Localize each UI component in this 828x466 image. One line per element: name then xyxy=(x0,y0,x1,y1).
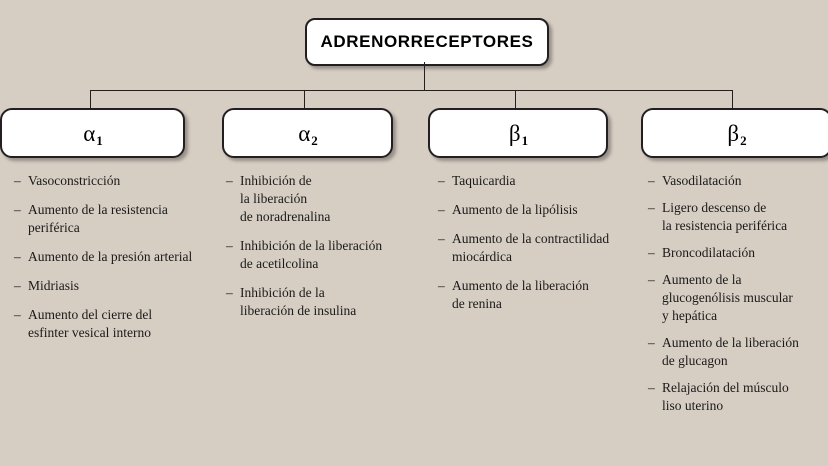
effect-line: de acetilcolina xyxy=(240,255,319,271)
connector-drop-alpha1 xyxy=(90,90,91,109)
effect-line: miocárdica xyxy=(452,248,512,264)
effect-item xyxy=(648,199,820,235)
effect-line: – Inhibición de xyxy=(240,173,312,188)
receptor-label-alpha1: $\alpha_1$ xyxy=(83,120,103,148)
effect-line: – Aumento del cierre del xyxy=(28,306,153,322)
effect-item xyxy=(226,172,426,226)
effect-line: – Midriasis xyxy=(28,277,80,293)
root-node-label: ADRENORRECEPTORES xyxy=(320,32,534,51)
effect-item xyxy=(648,379,820,415)
receptor-label-alpha2: $\alpha_2$ xyxy=(298,120,318,148)
effect-line: glucogenólisis muscular xyxy=(662,289,793,305)
effect-line: – Aumento de la lipólisis xyxy=(452,201,578,217)
effect-line: de renina xyxy=(452,295,502,311)
effect-line: y hepática xyxy=(662,307,718,323)
effect-line: – Vasoconstricción xyxy=(28,173,121,188)
effect-item xyxy=(438,201,634,219)
effect-line: – Aumento de la presión arterial xyxy=(28,248,193,264)
receptor-subscript-beta1: 1 xyxy=(521,132,529,148)
effect-line: – Ligero descenso de xyxy=(662,199,767,215)
receptor-label-beta1: $\beta_1$ xyxy=(508,120,529,148)
effect-item xyxy=(438,230,634,266)
connector-drop-beta2 xyxy=(732,90,733,109)
effect-line: – Taquicardia xyxy=(452,173,516,188)
effect-line: periférica xyxy=(28,219,80,235)
effects-list-alpha2 xyxy=(226,172,426,331)
receptor-subscript-alpha1: 1 xyxy=(96,132,103,148)
effect-line: – Inhibición de la xyxy=(240,284,325,300)
effect-line: la resistencia periférica xyxy=(662,217,788,233)
effect-line: – Vasodilatación xyxy=(662,173,742,188)
effect-line: – Aumento de la resistencia xyxy=(28,201,168,217)
effect-item xyxy=(14,172,206,190)
receptor-node-beta2 xyxy=(641,108,828,158)
effect-line: – Aumento de la liberación xyxy=(662,334,799,350)
effect-item xyxy=(14,248,206,266)
effects-list-alpha1 xyxy=(14,172,206,353)
effect-item xyxy=(226,284,426,320)
effect-item xyxy=(648,271,820,325)
effect-line: – Aumento de la contractilidad xyxy=(452,230,610,246)
connector-drop-alpha2 xyxy=(304,90,305,109)
receptor-node-beta1 xyxy=(428,108,608,158)
connector-drop-beta1 xyxy=(515,90,516,109)
effect-line: de glucagon xyxy=(662,352,728,368)
effect-item xyxy=(438,172,634,190)
effect-line: liso uterino xyxy=(662,397,724,413)
effects-list-beta2 xyxy=(648,172,820,423)
effect-item xyxy=(648,334,820,370)
connector-root-stem xyxy=(424,62,425,90)
effect-line: – Aumento de la liberación xyxy=(452,277,589,293)
effect-line: de noradrenalina xyxy=(240,208,331,224)
receptor-subscript-alpha2: 2 xyxy=(311,132,318,148)
receptor-subscript-beta2: 2 xyxy=(740,132,747,148)
effect-line: esfinter vesical interno xyxy=(28,324,151,340)
effect-item xyxy=(226,237,426,273)
connector-horizontal-bus xyxy=(90,90,732,91)
effect-line: – Broncodilatación xyxy=(662,244,755,260)
effect-item xyxy=(648,244,820,262)
receptor-label-beta2: $\beta_2$ xyxy=(727,120,747,148)
receptor-node-alpha2 xyxy=(222,108,393,158)
effect-line: – Relajación del músculo xyxy=(662,379,789,395)
effect-line: liberación de insulina xyxy=(240,302,357,318)
effect-line: la liberación xyxy=(240,190,308,206)
receptor-node-alpha1 xyxy=(0,108,185,158)
effect-item xyxy=(14,201,206,237)
effect-item xyxy=(438,277,634,313)
effect-item xyxy=(14,277,206,295)
effect-line: – Aumento de la xyxy=(662,271,742,287)
effects-list-beta1 xyxy=(438,172,634,324)
root-node-adrenorreceptores xyxy=(305,18,549,66)
effect-item xyxy=(648,172,820,190)
effect-line: – Inhibición de la liberación xyxy=(240,237,383,253)
effect-item xyxy=(14,306,206,342)
